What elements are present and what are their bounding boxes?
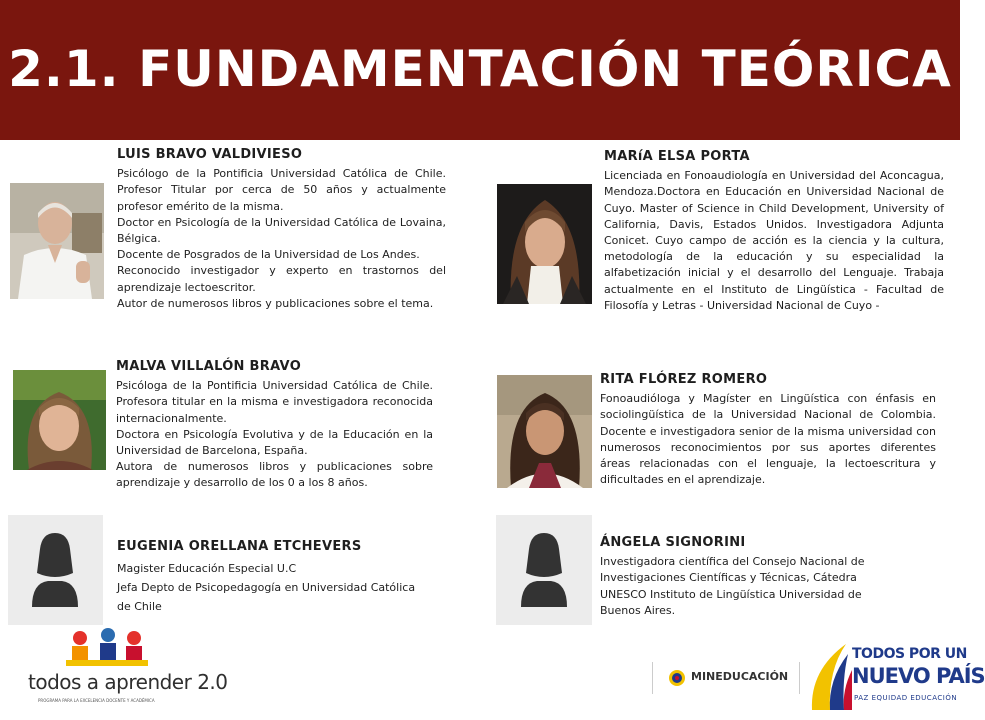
todos-a-aprender-logo [28, 626, 228, 716]
bio-line: Magister Educación Especial U.C [117, 562, 297, 575]
bio-line: Licenciada en Fonoaudiología en Universidad del Aconcagua, Mendoza.Doctora en Educación en Universidad Nacional de Cuyo. Master of Science in Child Development, University of California, Davis, Estados Unidos. Investigadora Adjunta Conicet. Cuyo campo de acción es la ciencia y la cultura, metodología de la educación y su especialidad la alfabetización inicial y el desarrollo del Lenguaje. Trabaja actualmente en el Instituto de Lingüística - Facultad de Filosofía y Letras - Universidad Nacional de Cuyo - [604, 169, 944, 312]
portrait-woman-image [497, 375, 592, 488]
ministry-name: MINEDUCACIÓN [691, 670, 789, 683]
colorful-people-logo-icon [28, 626, 218, 672]
page-title: 2.1. FUNDAMENTACIÓN TEÓRICA [8, 40, 952, 98]
bio-eugenia-orellana [117, 537, 417, 616]
portrait-woman-image [13, 370, 106, 470]
bio-line: Doctor en Psicología de la Universidad Católica de Lovaina, Bélgica. [117, 215, 446, 246]
bio-luis-bravo [117, 147, 446, 312]
gov-slogan-line1: TODOS POR UN [852, 646, 967, 662]
bio-line: Autora de numerosos libros y publicaciones sobre aprendizaje y desarrollo de los 0 a los 8 años. [116, 460, 433, 490]
mineducacion-logo [652, 662, 800, 694]
bio-line: Psicóloga de la Pontificia Universidad Católica de Chile. Profesora titular en la misma e investigadora reconocida internacionalmente. [116, 379, 433, 425]
person-name: ÁNGELA SIGNORINI [600, 535, 746, 550]
bio-line: Autor de numerosos libros y publicaciones sobre el tema. [117, 296, 434, 310]
person-name: MARíA ELSA PORTA [604, 149, 750, 164]
program-subtitle: PROGRAMA PARA LA EXCELENCIA DOCENTE Y ACADÉMICA [38, 698, 155, 703]
bio-line: Investigadora científica del Consejo Nacional de Investigaciones Científicas y Técnicas, Cátedra UNESCO Instituto de Lingüística Universidad de Buenos Aires. [600, 555, 865, 617]
bio-angela-signorini [600, 535, 900, 619]
bio-rita-florez [600, 372, 936, 488]
program-name: todos a aprender 2.0 [28, 670, 228, 694]
photo-angela-signorini [496, 515, 592, 625]
bio-line: Jefa Depto de Psicopedagogía en Universidad Católica de Chile [117, 581, 416, 613]
photo-maria-elsa-porta [497, 184, 592, 304]
bio-line: Docente de Posgrados de la Universidad de Los Andes. [117, 248, 420, 262]
photo-malva-villalon [13, 370, 106, 470]
gov-slogan-line2: NUEVO PAÍS [852, 664, 985, 688]
person-name: LUIS BRAVO VALDIVIESO [117, 147, 303, 162]
portrait-woman-image [497, 184, 592, 304]
bio-line: Reconocido investigador y experto en trastornos del aprendizaje lectoescritor. [117, 264, 446, 294]
photo-rita-florez [497, 375, 592, 488]
nuevo-pais-logo [808, 640, 985, 718]
gov-slogan-line3: PAZ EQUIDAD EDUCACIÓN [854, 694, 958, 702]
bio-malva-villalon [116, 359, 433, 492]
bio-line: Fonoaudióloga y Magíster en Lingüística con énfasis en sociolingüística de la Universidad Nacional de Colombia. Docente e investigadora senior de la misma universidad con numerosos reconocimientos por sus aportes diferentes áreas relacionadas con el lenguaje, la lectoescritura y dificultades en el aprendizaje. [600, 392, 936, 487]
person-silhouette-icon [496, 515, 592, 625]
bio-line: Psicólogo de la Pontificia Universidad Católica de Chile. Profesor Titular por cerca de 50 años y actualmente profesor emérito de la misma. [117, 167, 446, 213]
person-name: MALVA VILLALÓN BRAVO [116, 359, 302, 374]
photo-luis-bravo [10, 183, 104, 299]
flag-ribbon-icon [808, 640, 852, 716]
bio-line: Doctora en Psicología Evolutiva y de la Educación en la Universidad de Barcelona, España. [116, 427, 433, 458]
photo-eugenia-orellana [8, 515, 103, 625]
person-name: RITA FLÓREZ ROMERO [600, 372, 768, 387]
person-name: EUGENIA ORELLANA ETCHEVERS [117, 539, 362, 554]
coat-of-arms-icon [667, 668, 687, 688]
bio-maria-elsa-porta [604, 149, 944, 314]
portrait-man-image [10, 183, 104, 299]
person-silhouette-icon [8, 515, 103, 625]
